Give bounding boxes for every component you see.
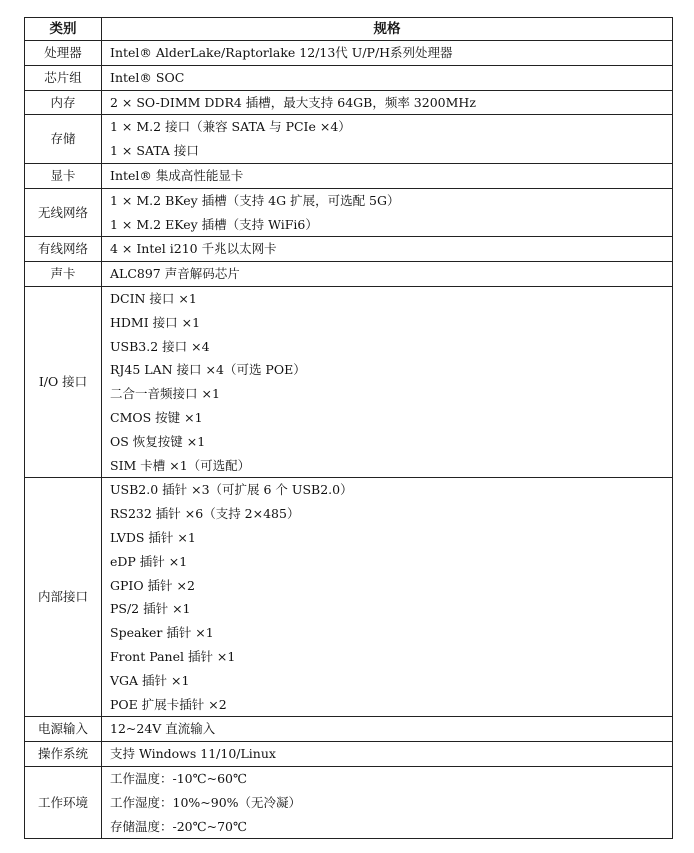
spec-line: Intel® AlderLake/Raptorlake 12/13代 U/P/H系列处理器 [110, 45, 453, 60]
spec-line: VGA 插针 ×1 [110, 672, 190, 688]
table-row [25, 742, 673, 767]
spec-body [25, 41, 673, 839]
spec-line: RS232 插针 ×6（支持 2×485） [110, 506, 300, 522]
spec-table [24, 17, 673, 839]
spec-line: ALC897 声音解码芯片 [110, 266, 240, 282]
spec-line: LVDS 插针 ×1 [110, 529, 196, 545]
spec-cell [102, 742, 673, 767]
spec-line: RJ45 LAN 接口 ×4（可选 POE） [110, 362, 306, 378]
spec-cell [102, 115, 673, 164]
category-cell: 操作系统 [25, 742, 102, 767]
spec-cell [102, 65, 673, 90]
spec-line: DCIN 接口 ×1 [110, 290, 197, 306]
spec-cell [102, 262, 673, 287]
table-row [25, 163, 673, 188]
spec-line: 12~24V 直流输入 [110, 721, 216, 737]
table-row [25, 478, 673, 717]
spec-line: CMOS 按键 ×1 [110, 409, 203, 425]
spec-line: 1 × M.2 BKey 插槽（支持 4G 扩展，可选配 5G） [110, 192, 400, 208]
spec-cell [102, 286, 673, 477]
header-spec: 规格 [102, 18, 673, 41]
table-row [25, 262, 673, 287]
spec-line: Speaker 插针 ×1 [110, 625, 214, 641]
category-cell: 处理器 [25, 41, 102, 66]
category-cell: 芯片组 [25, 65, 102, 90]
spec-line: USB3.2 接口 ×4 [110, 338, 210, 354]
spec-cell [102, 766, 673, 838]
spec-line: SIM 卡槽 ×1（可选配） [110, 457, 251, 473]
table-row [25, 115, 673, 164]
spec-line: 1 × M.2 EKey 插槽（支持 WiFi6） [110, 216, 318, 232]
spec-sheet [24, 17, 672, 839]
header-category: 类别 [25, 18, 102, 41]
spec-line: Front Panel 插针 ×1 [110, 648, 236, 664]
spec-line: eDP 插针 ×1 [110, 553, 188, 569]
category-cell: 内部接口 [25, 478, 102, 717]
spec-line: 二合一音频接口 ×1 [110, 386, 220, 402]
spec-line: POE 扩展卡插针 ×2 [110, 696, 227, 712]
table-row [25, 65, 673, 90]
table-row [25, 188, 673, 237]
category-cell: 工作环境 [25, 766, 102, 838]
spec-line: Intel® SOC [110, 69, 185, 85]
category-cell: 无线网络 [25, 188, 102, 237]
table-row [25, 717, 673, 742]
category-cell: 声卡 [25, 262, 102, 287]
spec-line: HDMI 接口 ×1 [110, 314, 201, 330]
table-row [25, 41, 673, 66]
spec-line: USB2.0 插针 ×3（可扩展 6 个 USB2.0） [110, 482, 353, 498]
spec-cell [102, 717, 673, 742]
spec-line: 1 × SATA 接口 [110, 143, 199, 159]
spec-cell [102, 90, 673, 115]
category-cell: 内存 [25, 90, 102, 115]
header-row [25, 18, 673, 41]
spec-line: 工作温度：-10℃~60℃ [110, 770, 247, 786]
spec-cell [102, 188, 673, 237]
spec-cell [102, 478, 673, 717]
category-cell: 电源输入 [25, 717, 102, 742]
category-cell: 有线网络 [25, 237, 102, 262]
spec-line: 1 × M.2 接口（兼容 SATA 与 PCIe ×4） [110, 119, 351, 135]
spec-line: 工作湿度：10%~90%（无冷凝） [110, 794, 302, 810]
spec-line: OS 恢复按键 ×1 [110, 433, 206, 449]
spec-line: GPIO 插针 ×2 [110, 577, 195, 593]
table-row [25, 90, 673, 115]
category-cell: I/O 接口 [25, 286, 102, 477]
spec-line: Intel® 集成高性能显卡 [110, 167, 244, 183]
table-row [25, 286, 673, 477]
spec-line: 4 × Intel i210 千兆以太网卡 [110, 241, 277, 257]
spec-line: 存储温度：-20℃~70℃ [110, 818, 247, 834]
spec-cell [102, 237, 673, 262]
table-row [25, 237, 673, 262]
category-cell: 显卡 [25, 163, 102, 188]
spec-cell [102, 41, 673, 66]
spec-cell [102, 163, 673, 188]
spec-line: PS/2 插针 ×1 [110, 601, 191, 617]
spec-line: 支持 Windows 11/10/Linux [110, 746, 276, 762]
table-row [25, 766, 673, 838]
category-cell: 存储 [25, 115, 102, 164]
spec-line: 2 × SO-DIMM DDR4 插槽，最大支持 64GB，频率 3200MHz [110, 94, 476, 110]
